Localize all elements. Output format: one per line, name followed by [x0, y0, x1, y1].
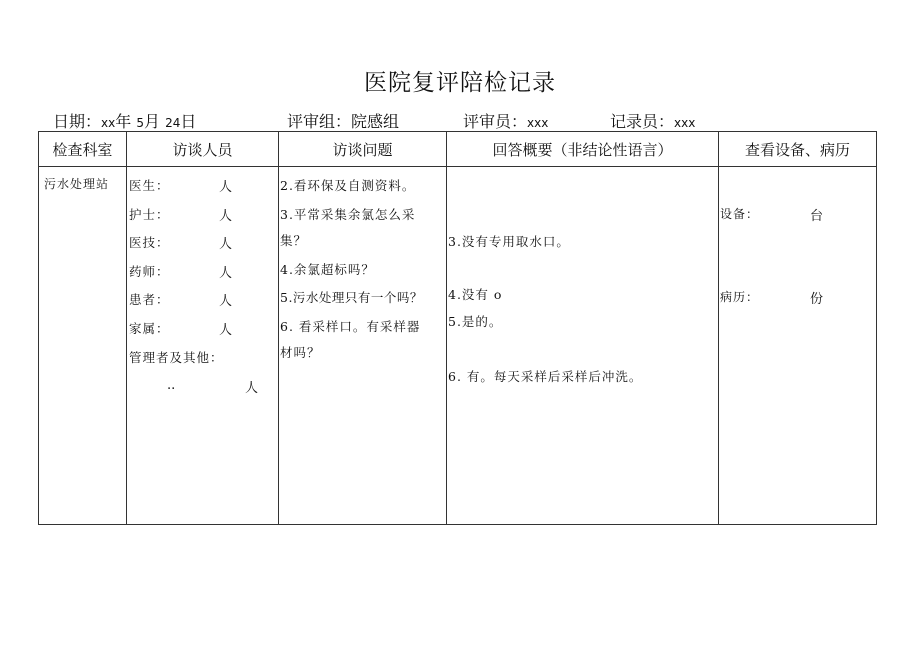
- table-row: [39, 167, 877, 525]
- interviewee-doctor-label: 医生：: [129, 178, 170, 193]
- answer-line-3: 5.是的。: [448, 314, 503, 329]
- reviewer-field: [463, 109, 548, 132]
- question-line-3: 集？: [280, 233, 308, 248]
- group-label: 评审组：: [287, 112, 352, 131]
- group-field: [287, 109, 399, 132]
- equipment-label: 设备：: [720, 207, 760, 221]
- date-year-unit: 年: [115, 112, 132, 131]
- question-line-1: 2.看环保及自测资料。: [280, 178, 416, 193]
- interviewees-cell: [127, 167, 279, 525]
- date-day: 24: [165, 116, 181, 130]
- answer-line-2: 4.没有 o: [448, 287, 503, 302]
- inspection-table: [38, 131, 877, 525]
- equipment-unit: 台: [810, 209, 824, 224]
- header-department: 检查科室: [39, 132, 127, 167]
- answer-line-1: 3.没有专用取水口。: [448, 234, 570, 249]
- header-interviewees: 访谈人员: [127, 132, 279, 167]
- interviewee-patient-unit: 人: [219, 294, 233, 309]
- interviewee-pharmacist-label: 药师：: [129, 264, 170, 279]
- interviewee-nurse-unit: 人: [219, 209, 233, 224]
- question-line-7: 材吗？: [280, 345, 321, 360]
- recorder-label: 记录员：: [610, 112, 675, 131]
- answers-cell: [447, 167, 719, 525]
- department-name: 污水处理站: [44, 177, 110, 191]
- question-line-5: 5.污水处理只有一个吗？: [280, 290, 423, 305]
- interviewee-nurse-label: 护士：: [129, 207, 170, 222]
- interviewee-other-label: 管理者及其他：: [129, 350, 224, 365]
- interviewee-patient-label: 患者：: [129, 292, 170, 307]
- answer-line-4: 6. 有。每天采样后采样后冲洗。: [448, 369, 643, 384]
- header-answers: 回答概要（非结论性语言）: [447, 132, 719, 167]
- interviewee-other-unit: 人: [245, 381, 259, 396]
- reviewer-value: xxx: [527, 116, 549, 130]
- recorder-value: xxx: [674, 116, 696, 130]
- table-header-row: [39, 132, 877, 167]
- question-line-4: 4.余氯超标吗？: [280, 262, 375, 277]
- date-month: 5: [136, 116, 144, 130]
- date-day-unit: 日: [180, 112, 197, 131]
- interviewee-other-dots: ..: [167, 378, 176, 393]
- equipment-records-cell: [719, 167, 877, 525]
- department-cell: [39, 167, 127, 525]
- date-month-unit: 月: [143, 112, 160, 131]
- interviewee-technician-label: 医技：: [129, 235, 170, 250]
- header-equipment-records: 查看设备、病历: [719, 132, 877, 167]
- interviewee-pharmacist-unit: 人: [219, 266, 233, 281]
- header-questions: 访谈问题: [279, 132, 447, 167]
- questions-cell: [279, 167, 447, 525]
- interviewee-family-label: 家属：: [129, 321, 170, 336]
- interviewee-technician-unit: 人: [219, 237, 233, 252]
- date-year-prefix: xx: [101, 116, 116, 130]
- records-unit: 份: [810, 292, 824, 307]
- page-title: 医院复评陪检记录: [364, 70, 556, 96]
- date-field: [53, 109, 196, 132]
- interviewee-doctor-unit: 人: [219, 180, 233, 195]
- question-line-6: 6. 看采样口。有采样器: [280, 319, 421, 334]
- recorder-field: [610, 109, 695, 132]
- reviewer-label: 评审员：: [463, 112, 528, 131]
- interviewee-family-unit: 人: [219, 323, 233, 338]
- group-value: 院感组: [351, 112, 400, 131]
- records-label: 病历：: [720, 290, 760, 304]
- date-label: 日期：: [53, 112, 102, 131]
- question-line-2: 3.平常采集余氯怎么采: [280, 207, 416, 222]
